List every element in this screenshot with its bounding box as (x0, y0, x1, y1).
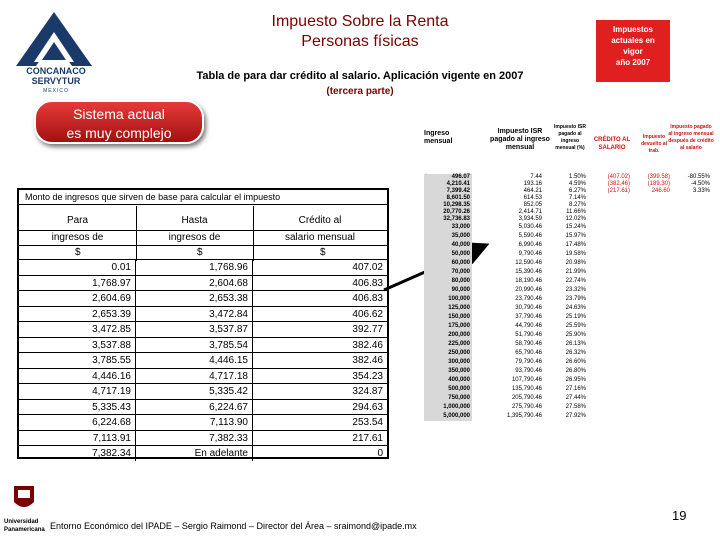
table-cell: 25.90% (565, 332, 586, 338)
table-cell (588, 394, 632, 403)
table-cell: 25.59% (565, 323, 586, 329)
table-cell (630, 412, 672, 421)
table-row (424, 277, 714, 286)
table-row (424, 358, 714, 367)
table-cell: 26.95% (565, 377, 586, 383)
table-cell: 10,298.35 (424, 202, 472, 209)
page-number: 19 (672, 508, 687, 523)
table-cell (672, 349, 712, 358)
table-cell: 354.23 (352, 370, 383, 382)
logo-name: CONCANACO (26, 66, 86, 76)
table-row (424, 259, 714, 268)
table-cell: 406.83 (352, 293, 383, 304)
table-cell (588, 295, 632, 304)
red-box-line: vigor (623, 47, 643, 56)
table-cell (672, 367, 712, 376)
table-cell (672, 385, 712, 394)
table-cell (630, 394, 672, 403)
table-cell: 407.02 (352, 262, 383, 273)
table-cell: 382.46 (352, 339, 383, 351)
col-subhead-from: ingresos de (51, 232, 104, 243)
table-cell: 65,790.46 (515, 350, 542, 356)
table-cell (588, 277, 632, 286)
table-cell (672, 250, 712, 259)
table-cell: 3,537.87 (136, 322, 253, 337)
table-cell (588, 367, 632, 376)
table-cell: 33,000 (424, 223, 472, 232)
table-cell: 2,414.71 (518, 209, 542, 215)
table-row (424, 394, 714, 403)
table-cell: 3,785.54 (136, 338, 253, 353)
table-cell: 392.77 (352, 324, 383, 335)
table-cell: -80.55% (687, 174, 710, 180)
table-cell (672, 340, 712, 349)
table-row (19, 306, 387, 322)
table-cell (588, 195, 632, 202)
table-cell (630, 268, 672, 277)
table-row (19, 445, 387, 461)
table-cell (672, 412, 712, 421)
table-cell: 350,000 (424, 367, 472, 376)
logo-text (14, 66, 98, 96)
table-cell (588, 223, 632, 232)
table-cell: 2,604.68 (136, 276, 253, 291)
table-cell (630, 277, 672, 286)
table-cell: 4,446.16 (19, 369, 136, 384)
table-row (424, 216, 714, 223)
table-cell: 8.27% (568, 202, 586, 208)
table-row (19, 430, 387, 446)
table-cell (588, 304, 632, 313)
table-cell: 15.24% (565, 224, 586, 230)
table-row (424, 313, 714, 322)
table-cell: 406.83 (352, 277, 383, 289)
table-cell (630, 250, 672, 259)
table-cell (588, 412, 632, 421)
table-cell (672, 209, 712, 216)
table-cell: 60,000 (424, 259, 472, 268)
table-cell: 0 (377, 448, 383, 459)
table-cell: 750,000 (424, 394, 472, 403)
rt-head-net: Impuesto pagado al ingreso mensual después de crédito al salario (668, 124, 714, 151)
table-cell: 32,736.83 (424, 216, 472, 223)
table-cell: 5,030.46 (518, 224, 542, 230)
table-cell: 37,790.46 (515, 314, 542, 320)
table-cell: 27.92% (565, 413, 586, 419)
rt-head-returned: Impuesto devuelto al trab. (640, 134, 668, 154)
table-cell: 5,000,000 (424, 412, 472, 421)
badge-line1: Sistema actual (73, 106, 165, 122)
table-cell (588, 202, 632, 209)
table-cell (630, 232, 672, 241)
table-cell: 4,717.19 (19, 384, 136, 399)
table-cell: 19.58% (565, 251, 586, 257)
table-cell: 3,785.55 (19, 353, 136, 368)
table-cell: 21.99% (565, 269, 586, 275)
table-cell: 0.01 (19, 260, 136, 275)
table-cell: 217.61 (352, 432, 383, 444)
rt-head-isr: Impuesto ISR pagado al ingreso mensual (490, 128, 550, 151)
table-cell: 9,790.46 (518, 251, 542, 257)
logo-sub1: SERVYTUR (31, 76, 81, 86)
table-cell: 93,790.46 (515, 368, 542, 374)
table-row (424, 195, 714, 202)
table-cell: 3,472.85 (19, 322, 136, 337)
table-cell: 3,934.59 (518, 216, 542, 222)
current-system-badge (34, 100, 204, 144)
table-cell: 3.33% (692, 188, 710, 194)
col-subhead-to: ingresos de (168, 232, 221, 243)
table-cell: 1.50% (568, 174, 586, 180)
table-cell: 6.27% (568, 188, 586, 194)
table-cell (672, 277, 712, 286)
table-cell (630, 259, 672, 268)
table-cell: 12.02% (565, 216, 586, 222)
table-row (424, 241, 714, 250)
table-cell: 205,790.46 (511, 395, 542, 401)
table-cell: 7,113.90 (136, 415, 253, 430)
title-line2: Personas físicas (301, 33, 419, 50)
table-cell: (407.02) (607, 174, 630, 180)
table-row (19, 259, 387, 275)
table-cell (672, 295, 712, 304)
table-cell: 496.07 (424, 174, 472, 181)
table-cell (630, 349, 672, 358)
table-cell (588, 376, 632, 385)
table-row (19, 383, 387, 399)
table-cell: 25.19% (565, 314, 586, 320)
table-cell (588, 313, 632, 322)
rt-head-income: Ingreso mensual (424, 130, 453, 145)
table-cell (588, 250, 632, 259)
table-cell: 80,000 (424, 277, 472, 286)
table-cell (630, 313, 672, 322)
table-cell (672, 223, 712, 232)
table-cell: 500,000 (424, 385, 472, 394)
table-cell (588, 340, 632, 349)
ipade-logo (10, 484, 38, 514)
table-cell: 3,537.88 (19, 338, 136, 353)
table-cell: 6,224.67 (136, 400, 253, 415)
table-cell (588, 358, 632, 367)
subtitle: Tabla de para dar crédito al salario. Aplicación vigente en 2007 (196, 70, 524, 82)
table-cell: 2,653.38 (136, 291, 253, 306)
table-cell (588, 232, 632, 241)
table-cell: 44,790.46 (515, 323, 542, 329)
table-cell: 17.48% (565, 242, 586, 248)
table-row (424, 295, 714, 304)
table-row (424, 286, 714, 295)
col-head-credit: Crédito al (298, 215, 342, 226)
table-row (424, 331, 714, 340)
table-cell (588, 349, 632, 358)
table-cell: 107,790.46 (511, 377, 542, 383)
table-cell: (217.61) (607, 188, 630, 194)
table-cell (588, 403, 632, 412)
table-cell: 5,335.43 (19, 400, 136, 415)
table-cell: 225,000 (424, 340, 472, 349)
table-cell: 852.05 (523, 202, 542, 208)
table-cell: 382.46 (352, 355, 383, 366)
table-cell (588, 286, 632, 295)
table-row (424, 209, 714, 216)
table-cell (588, 209, 632, 216)
table-cell: 51,790.46 (515, 332, 542, 338)
table-cell: 614.53 (523, 195, 542, 201)
table-cell: 7,399.42 (424, 188, 472, 195)
table-cell: 294.63 (352, 401, 383, 413)
table-cell: 12,590.46 (515, 260, 542, 266)
table-cell (672, 331, 712, 340)
table-cell: 1,395,790.46 (506, 413, 542, 419)
badge-line2: es muy complejo (66, 125, 172, 141)
table-cell (630, 195, 672, 202)
table-cell: 324.87 (352, 386, 383, 397)
table-row (424, 223, 714, 232)
table-cell (672, 313, 712, 322)
table-row (19, 399, 387, 415)
table-cell: 175,000 (424, 322, 472, 331)
col-subhead-credit: salario mensual (284, 232, 356, 243)
dollar-sign: $ (75, 247, 81, 258)
table-cell (630, 340, 672, 349)
table-row (424, 268, 714, 277)
table-cell: 1,768.96 (136, 260, 253, 275)
table-row (19, 321, 387, 337)
table-cell (672, 322, 712, 331)
table-row (424, 376, 714, 385)
table-cell: 26.13% (565, 341, 586, 347)
table-cell: 11.66% (566, 209, 586, 215)
table-cell (672, 304, 712, 313)
table-row (424, 202, 714, 209)
university-name: Universidad Panamericana (4, 519, 45, 533)
table-cell: 7,382.34 (19, 446, 136, 461)
table-cell: En adelante (136, 446, 253, 461)
table-cell: 23.79% (565, 296, 586, 302)
table-cell: (399.58) (647, 174, 670, 180)
table-cell: 15,390.46 (515, 269, 542, 275)
table-cell: 70,000 (424, 268, 472, 277)
table-cell: 27.16% (565, 386, 586, 392)
table-cell: 253.54 (352, 417, 383, 428)
table-cell: 125,000 (424, 304, 472, 313)
table-cell (672, 376, 712, 385)
table-cell: 30,790.46 (515, 305, 542, 311)
table-cell (630, 367, 672, 376)
dollar-sign: $ (197, 247, 203, 258)
table-cell: 150,000 (424, 313, 472, 322)
table-cell (672, 232, 712, 241)
table-cell: 26.60% (565, 359, 586, 365)
title-line1: Impuesto Sobre la Renta (271, 13, 449, 30)
table-cell (588, 241, 632, 250)
table-cell: 20,990.46 (515, 287, 542, 293)
table-cell: 5,590.46 (518, 233, 542, 239)
table-cell: 26.32% (565, 350, 586, 356)
table-cell (630, 241, 672, 250)
isr-comparison-table (424, 118, 714, 458)
table-cell: 100,000 (424, 295, 472, 304)
table-cell: 90,000 (424, 286, 472, 295)
rt-head-credit: CRÉDITO AL SALARIO (593, 137, 631, 151)
table-cell: 3,472.84 (136, 307, 253, 322)
table-cell (672, 268, 712, 277)
table-cell (588, 259, 632, 268)
table-cell (630, 376, 672, 385)
table-cell: 4.59% (568, 181, 586, 187)
table-cell (630, 304, 672, 313)
subtitle-part: (tercera parte) (326, 86, 394, 97)
table-row (424, 403, 714, 412)
table-row (424, 349, 714, 358)
table-cell (630, 202, 672, 209)
rt-body (424, 168, 714, 421)
red-box-line: actuales en (611, 36, 655, 45)
red-box-line: Impuestos (612, 25, 653, 34)
table-cell (588, 322, 632, 331)
table-cell: 40,000 (424, 241, 472, 250)
table-row (19, 414, 387, 430)
table-cell (672, 286, 712, 295)
table-cell: 2,653.39 (19, 307, 136, 322)
salary-credit-table (17, 188, 389, 459)
table-cell: 50,000 (424, 250, 472, 259)
table-row (19, 290, 387, 306)
table-cell (630, 295, 672, 304)
red-box-line: año 2007 (615, 58, 651, 67)
table-cell: 1,000,000 (424, 403, 472, 412)
table-cell: 7,382.33 (136, 431, 253, 446)
table-cell: 6,224.68 (19, 415, 136, 430)
footer-text: Entorno Económico del IPADE – Sergio Raimond – Director del Área – sraimond@ipade.mx (50, 521, 417, 531)
table-row (424, 232, 714, 241)
table-cell: 20.98% (565, 260, 586, 266)
logo-sub2: MEXICO (43, 88, 69, 94)
table-body (19, 259, 387, 461)
table-cell: 27.44% (565, 395, 586, 401)
page-title (190, 12, 530, 52)
table-cell (630, 358, 672, 367)
col-head-from: Para (66, 215, 89, 226)
table-row (19, 275, 387, 291)
table-cell: 2,604.69 (19, 291, 136, 306)
table-cell (672, 202, 712, 209)
table-cell (672, 241, 712, 250)
table-cell: 20,770.26 (424, 209, 472, 216)
table-row (424, 412, 714, 421)
table-cell: 8,601.50 (424, 195, 472, 202)
table-row (19, 337, 387, 353)
table-cell (630, 403, 672, 412)
table-cell: 35,000 (424, 232, 472, 241)
table-cell: 4,210.41 (424, 181, 472, 188)
table-cell: 135,790.46 (511, 386, 542, 392)
table-cell (672, 259, 712, 268)
table-cell (630, 223, 672, 232)
table-cell (588, 268, 632, 277)
table-row (424, 181, 714, 188)
table-row (424, 367, 714, 376)
table-cell: 6,990.46 (518, 242, 542, 248)
table-cell: 58,790.46 (515, 341, 542, 347)
table-row (424, 322, 714, 331)
table-cell (630, 322, 672, 331)
table-cell (630, 216, 672, 223)
table-row (424, 188, 714, 195)
table-cell: 400,000 (424, 376, 472, 385)
table-cell: 200,000 (424, 331, 472, 340)
table-cell: 26.80% (565, 368, 586, 374)
table-cell: 27.58% (565, 404, 586, 410)
table-cell (672, 216, 712, 223)
table-cell: -4.50% (690, 181, 710, 187)
table-cell: 4,717.18 (136, 369, 253, 384)
table-cell (672, 195, 712, 202)
table-cell: 193.16 (523, 181, 542, 187)
table-cell: 7.14% (568, 195, 586, 201)
table-header: Monto de ingresos que sirven de base para calcular el impuesto (25, 192, 281, 202)
table-row (424, 304, 714, 313)
table-cell (630, 385, 672, 394)
col-head-to: Hasta (181, 215, 208, 226)
table-cell (588, 331, 632, 340)
table-row (424, 385, 714, 394)
table-cell (672, 403, 712, 412)
table-cell (672, 394, 712, 403)
table-cell (630, 286, 672, 295)
rt-head-isr-pct: Impuesto ISR pagado al ingreso mensual (%) (554, 124, 586, 151)
table-cell: 22.74% (565, 278, 586, 284)
table-cell: 464.21 (523, 188, 542, 194)
table-cell: 4,446.15 (136, 353, 253, 368)
table-cell: 79,790.46 (515, 359, 542, 365)
table-cell: (189.30) (647, 181, 670, 187)
table-row (424, 174, 714, 181)
table-cell: 24.63% (565, 305, 586, 311)
dollar-sign: $ (320, 247, 326, 258)
table-row (19, 368, 387, 384)
current-taxes-box (596, 20, 670, 82)
table-cell: 23.32% (565, 287, 586, 293)
table-row (424, 340, 714, 349)
table-cell: 23,790.46 (515, 296, 542, 302)
table-cell (588, 216, 632, 223)
table-cell: 246.60 (651, 188, 670, 194)
table-cell: (382.46) (607, 181, 630, 187)
table-cell: 300,000 (424, 358, 472, 367)
table-cell: 275,790.46 (511, 404, 542, 410)
table-row (19, 352, 387, 368)
table-cell: 1,768.97 (19, 276, 136, 291)
table-cell (672, 358, 712, 367)
table-cell (630, 331, 672, 340)
table-cell: 250,000 (424, 349, 472, 358)
table-cell: 15.97% (565, 233, 586, 239)
table-cell: 406.62 (352, 308, 383, 320)
table-cell: 5,335.42 (136, 384, 253, 399)
table-row (424, 250, 714, 259)
table-cell: 18,190.46 (515, 278, 542, 284)
table-cell (588, 385, 632, 394)
table-cell: 7,113.91 (19, 431, 136, 446)
table-cell (630, 209, 672, 216)
table-cell: 7.44 (530, 174, 542, 180)
